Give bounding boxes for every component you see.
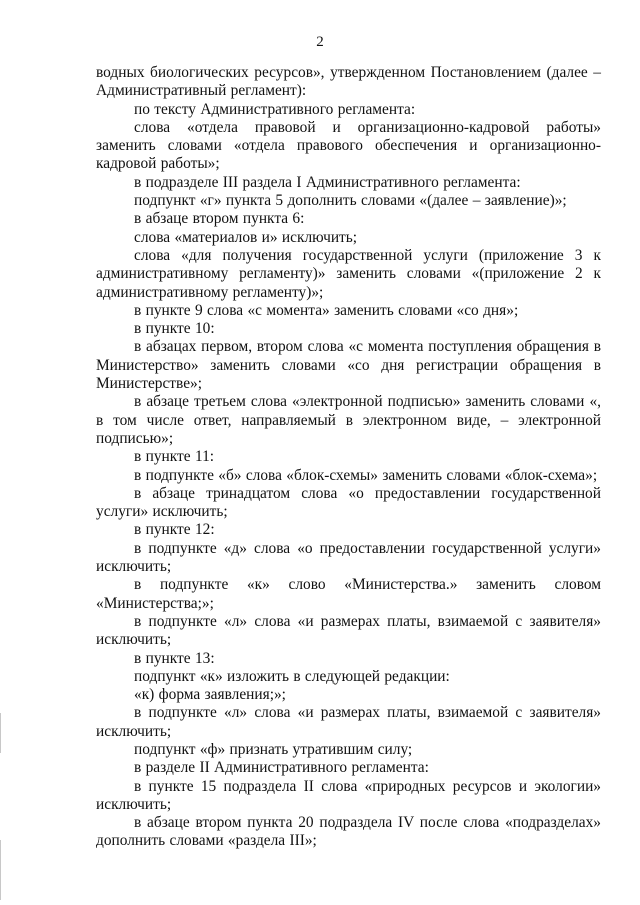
paragraph: в пункте 10: bbox=[134, 320, 215, 338]
paragraph: слова «отдела правовой и организационно-кадровой работы» заменить словами «отдела правового обеспечения и организационно-кадровой работы»; bbox=[96, 118, 601, 173]
paragraph: в абзаце втором пункта 20 подраздела IV после слова «подразделах» дополнить словами «раздела III»; bbox=[96, 814, 601, 850]
paragraph: подпункт «ф» признать утратившим силу; bbox=[134, 740, 413, 758]
paragraph: в абзаце тринадцатом слова «о предоставлении государственной услуги» исключить; bbox=[96, 484, 601, 521]
paragraph: в пункте 11: bbox=[134, 448, 215, 466]
paragraph: в пункте 15 подраздела II слова «природных ресурсов и экологии» исключить; bbox=[96, 777, 601, 813]
paragraph: в подпункте «д» слова «о предоставлении государственной услуги» исключить; bbox=[96, 539, 601, 576]
paragraph: в пункте 13: bbox=[134, 649, 215, 667]
paragraph: «к) форма заявления;»; bbox=[134, 686, 286, 704]
paragraph: по тексту Административного регламента: bbox=[134, 100, 416, 118]
paragraph: в подпункте «л» слова «и размерах платы, взимаемой с заявителя» исключить; bbox=[96, 612, 601, 649]
document-body bbox=[96, 64, 601, 851]
paragraph: в подпункте «л» слова «и размерах платы, взимаемой с заявителя» исключить; bbox=[96, 704, 601, 740]
paragraph: в абзацах первом, втором слова «с момента поступления обращения в Министерство» заменить словами «со дня регистрации обращения в Министерстве»; bbox=[96, 338, 601, 393]
paragraph: в подпункте «б» слова «блок-схемы» заменить словами «блок-схема»; bbox=[134, 466, 598, 484]
page-number: 2 bbox=[316, 34, 324, 50]
paragraph: в подразделе III раздела I Административного регламента: bbox=[134, 173, 521, 191]
paragraph: в абзаце третьем слова «электронной подписью» заменить словами «, в том числе ответ, направляемый в электронном виде, – электронной подписью»; bbox=[96, 393, 601, 447]
scan-edge-mark bbox=[0, 840, 1, 900]
paragraph: подпункт «к» изложить в следующей редакции: bbox=[134, 667, 450, 685]
scan-edge-mark bbox=[0, 713, 1, 753]
paragraph: подпункт «г» пункта 5 дополнить словами «(далее – заявление)»; bbox=[134, 192, 567, 210]
paragraph: в абзаце втором пункта 6: bbox=[134, 210, 305, 228]
paragraph: в пункте 9 слова «с момента» заменить словами «со дня»; bbox=[134, 301, 519, 319]
paragraph: водных биологических ресурсов», утвержденном Постановлением (далее – Административный регламент): bbox=[96, 64, 601, 100]
paragraph: в пункте 12: bbox=[134, 521, 215, 539]
paragraph: слова «для получения государственной услуги (приложение 3 к административному регламенту)» заменить словами «(приложение 2 к административному регламенту)»; bbox=[96, 246, 601, 301]
paragraph: в разделе II Административного регламента: bbox=[134, 759, 429, 777]
paragraph: слова «материалов и» исключить; bbox=[134, 228, 358, 246]
paragraph: в подпункте «к» слово «Министерства.» заменить словом «Министерства;»; bbox=[96, 576, 601, 612]
